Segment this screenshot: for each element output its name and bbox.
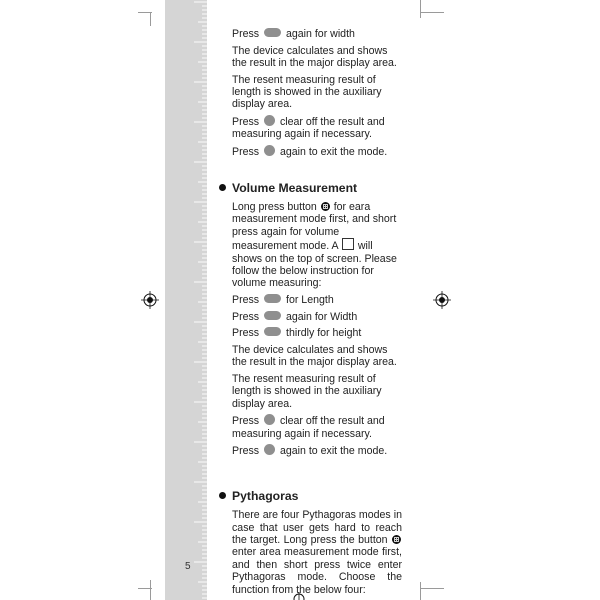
volume-intro: Long press button for eara measurement mode first, and short press again for volume measurement mode. A will shows on the top of screen. Please follow the below instruction for volume measuring: <box>232 201 397 290</box>
intro-line: The resent measuring result of length is showed in the auxiliary display area. <box>232 73 382 111</box>
measure-key-icon <box>264 327 281 336</box>
registration-mark-icon <box>433 291 451 309</box>
measure-key-icon <box>264 28 281 37</box>
bullet-icon <box>219 184 226 191</box>
intro-line: Press again to exit the mode. <box>232 146 388 158</box>
volume-step: Press for Length <box>232 294 334 307</box>
crop-mark <box>150 12 151 26</box>
section-heading-pythagoras: Pythagoras <box>219 490 402 502</box>
bullet-icon <box>219 492 226 499</box>
crop-mark <box>138 12 152 13</box>
clear-key-icon <box>264 444 275 455</box>
measure-key-icon <box>264 294 281 303</box>
ruler-ticks <box>165 0 207 600</box>
volume-cube-icon <box>342 238 354 250</box>
measure-key-icon <box>264 311 281 320</box>
section-heading-volume: Volume Measurement <box>219 182 402 194</box>
crop-mark <box>150 580 151 600</box>
clear-key-icon <box>264 145 275 156</box>
crop-mark <box>420 588 444 589</box>
crop-mark <box>420 0 421 18</box>
intro-line: Press clear off the result and measuring again if necessary. <box>232 116 385 141</box>
area-button-icon <box>392 535 401 544</box>
registration-mark-icon <box>141 291 159 309</box>
volume-clear: Press clear off the result and measuring again if necessary. <box>232 415 385 440</box>
clear-key-icon <box>264 414 275 425</box>
crop-mark <box>420 12 444 13</box>
crop-mark <box>420 582 421 600</box>
page-content <box>232 28 402 600</box>
intro-line: The device calculates and shows the result in the major display area. <box>232 44 397 69</box>
page-number: 5 <box>185 561 191 572</box>
intro-line: Press again for width <box>232 28 355 40</box>
ruler-strip <box>165 0 207 600</box>
volume-exit: Press again to exit the mode. <box>232 445 388 458</box>
clear-key-icon <box>264 115 275 126</box>
volume-step: Press again for Width <box>232 310 358 323</box>
volume-step: Press thirdly for height <box>232 327 362 340</box>
volume-result: The resent measuring result of length is showed in the auxiliary display area. <box>232 372 382 410</box>
area-button-icon <box>321 202 330 211</box>
crop-mark <box>138 588 152 589</box>
pythagoras-text: There are four Pythagoras modes in case that user gets hard to reach the target. Long press the button enter area measurement mode first, and then short press twice enter Pythagoras mode. Choose the function from the below four: <box>232 509 402 596</box>
volume-result: The device calculates and shows the result in the major display area. <box>232 343 397 369</box>
